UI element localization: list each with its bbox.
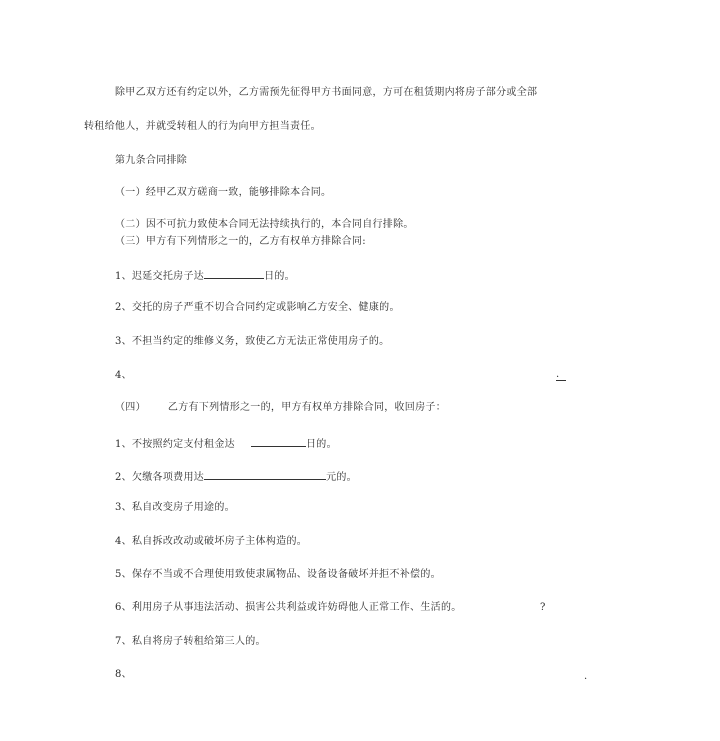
item-b2-text: 2、欠缴各项费用达 — [115, 472, 205, 483]
item-b1-suffix: 日的。 — [305, 439, 337, 450]
item-a2: 2、交托的房子严重不切合合同约定或影响乙方安全、健康的。 — [115, 302, 400, 313]
item-a1-suffix: 日的。 — [264, 271, 295, 282]
item-b2-suffix: 元的。 — [326, 472, 357, 483]
item-a1 — [115, 268, 295, 283]
clause-3: （三）甲方有下列情形之一的，乙方有权单方排除合同: — [115, 236, 366, 247]
item-b7: 7、私自将房子转租给第三人的。 — [115, 636, 266, 647]
item-b6-mark: ? — [540, 602, 546, 613]
item-b8-end-mark: . — [584, 671, 588, 682]
clause-4 — [115, 402, 446, 414]
item-b6: 6、利用房子从事违法活动、损害公共利益或许妨碍他人正常工作、生活的。 — [115, 602, 462, 613]
item-a4: 4、 — [115, 370, 132, 381]
clause-4-number: （四） — [115, 402, 146, 413]
article-9-heading: 第九条合同排除 — [115, 155, 188, 166]
item-b5: 5、保存不当或不合理使用致使隶属物品、设备设备破坏并拒不补偿的。 — [115, 569, 441, 580]
item-b8: 8、 — [115, 669, 132, 680]
blank-line — [204, 469, 326, 480]
item-b3: 3、私自改变房子用途的。 — [115, 502, 235, 513]
clause-4-text: 乙方有下列情形之一的，甲方有权单方排除合同，收回房子： — [167, 402, 447, 413]
clause-1: （一）经甲乙双方磋商一致，能够排除本合同。 — [115, 187, 332, 198]
item-b1-text: 1、不按照约定支付租金达 — [115, 439, 235, 450]
item-b2 — [115, 469, 357, 484]
item-a3: 3、不担当约定的维修义务，致使乙方无法正常使用房子的。 — [115, 336, 390, 347]
blank-line — [251, 436, 306, 447]
paragraph-sublease-2: 转租给他人，并就受转租人的行为向甲方担当责任。 — [84, 121, 321, 132]
clause-2: （二）因不可抗力致使本合同无法持续执行的，本合同自行排除。 — [115, 219, 414, 230]
item-a1-text: 1、迟延交托房子达 — [115, 271, 205, 282]
blank-line — [556, 380, 566, 381]
paragraph-sublease-1: 除甲乙双方还有约定以外，乙方需预先征得甲方书面同意，方可在租赁期内将房子部分或全部 — [115, 87, 538, 98]
item-b4: 4、私自拆改改动或破坏房子主体构造的。 — [115, 536, 308, 547]
blank-line — [204, 268, 264, 279]
item-a4-end-mark: . — [556, 369, 560, 380]
item-b1 — [115, 436, 337, 451]
